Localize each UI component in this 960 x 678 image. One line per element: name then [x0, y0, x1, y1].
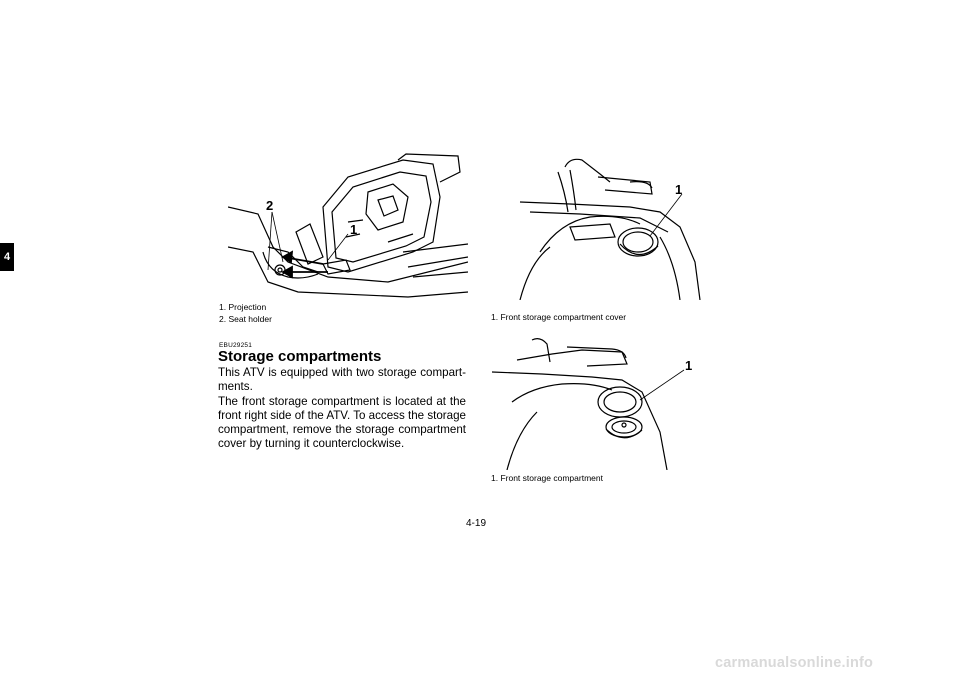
- figure3-caption: [491, 472, 603, 484]
- compartment-open-illustration: [492, 332, 702, 470]
- chapter-tab: 4: [0, 243, 14, 271]
- body-paragraph: The front storage compartment is located at the front right side of the ATV. To access the storage compartment, remove the storage compartment cover by turning it counterclockwise.: [218, 394, 466, 451]
- body-paragraph: This ATV is equipped with two storage compart-ments.: [218, 366, 466, 394]
- figure-compartment-open: [492, 332, 702, 470]
- figure-compartment-cover: [510, 152, 705, 300]
- figure2-caption: [491, 311, 626, 323]
- caption-line: 1. Front storage compartment cover: [491, 312, 627, 322]
- page-number: 4-19: [466, 518, 487, 529]
- watermark: carmanualsonline.info: [715, 655, 874, 671]
- callout-cover: 1: [675, 182, 683, 197]
- caption-line: 1. Front storage compartment: [491, 473, 603, 483]
- compartment-cover-illustration: [510, 152, 705, 300]
- callout-seat-holder: 2: [266, 198, 274, 213]
- caption-line: 2. Seat holder: [219, 314, 272, 324]
- section-body: [218, 366, 466, 452]
- callout-compartment: 1: [685, 358, 693, 373]
- seat-holder-illustration: [228, 152, 468, 302]
- section-heading: Storage compartments: [218, 348, 382, 365]
- section-code: EBU29251: [219, 342, 253, 349]
- callout-projection: 1: [350, 222, 358, 237]
- figure-seat-holder: [228, 152, 468, 302]
- figure1-caption: [219, 301, 272, 325]
- caption-line: 1. Projection: [219, 302, 267, 312]
